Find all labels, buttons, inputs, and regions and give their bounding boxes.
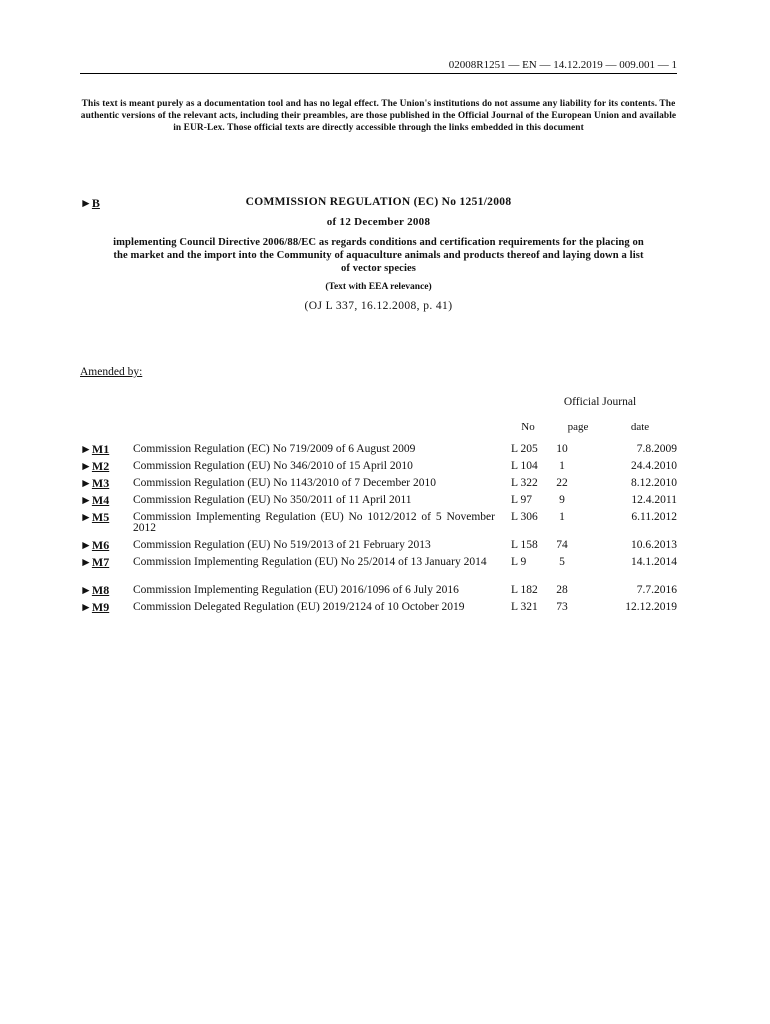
amendment-oj-number: L 97 — [511, 494, 532, 506]
arrow-right-icon: ► — [80, 476, 92, 490]
official-journal-reference: (OJ L 337, 16.12.2008, p. 41) — [304, 300, 453, 312]
base-act-link[interactable]: B — [91, 196, 100, 210]
amendment-link[interactable]: M8 — [91, 583, 110, 597]
amendment-oj-page: 74 — [556, 539, 568, 551]
arrow-right-icon: ► — [80, 196, 92, 210]
amendment-description: Commission Implementing Regulation (EU) No 1012/2012 of 5 November 2012 — [133, 511, 495, 534]
amendment-description: Commission Implementing Regulation (EU) No 25/2014 of 13 January 2014 — [133, 556, 487, 568]
amendment-oj-page: 73 — [556, 601, 568, 613]
amended-by-heading: Amended by: — [80, 366, 143, 378]
amendment-marker[interactable] — [80, 495, 109, 506]
amendment-oj-page: 5 — [559, 556, 565, 568]
amendment-oj-date: 10.6.2013 — [631, 539, 677, 551]
amendment-oj-number: L 182 — [511, 584, 538, 596]
amendment-marker[interactable] — [80, 461, 109, 472]
amendment-oj-date: 12.4.2011 — [631, 494, 677, 506]
arrow-right-icon: ► — [80, 510, 92, 524]
arrow-right-icon: ► — [80, 493, 92, 507]
amendment-marker[interactable] — [80, 478, 109, 489]
amendment-oj-number: L 9 — [511, 556, 527, 568]
amendment-oj-date: 7.8.2009 — [636, 443, 677, 455]
column-header-no: No — [521, 421, 535, 433]
amendment-oj-number: L 322 — [511, 477, 538, 489]
amendment-link[interactable]: M4 — [91, 493, 110, 507]
amendment-link[interactable]: M5 — [91, 510, 110, 524]
arrow-right-icon: ► — [80, 555, 92, 569]
arrow-right-icon: ► — [80, 583, 92, 597]
amendment-oj-date: 8.12.2010 — [631, 477, 677, 489]
amendment-link[interactable]: M3 — [91, 476, 110, 490]
amendment-oj-number: L 306 — [511, 511, 538, 523]
amendment-oj-date: 14.1.2014 — [631, 556, 677, 568]
amendment-link[interactable]: M7 — [91, 555, 110, 569]
amendment-oj-number: L 158 — [511, 539, 538, 551]
arrow-right-icon: ► — [80, 459, 92, 473]
amendment-description: Commission Delegated Regulation (EU) 2019/2124 of 10 October 2019 — [133, 601, 465, 613]
amendment-oj-page: 1 — [559, 460, 565, 472]
regulation-title: COMMISSION REGULATION (EC) No 1251/2008 — [245, 196, 512, 208]
regulation-date: of 12 December 2008 — [326, 216, 431, 228]
amendment-description: Commission Regulation (EU) No 519/2013 of 21 February 2013 — [133, 539, 431, 551]
amendment-marker[interactable] — [80, 557, 109, 568]
amendment-marker[interactable] — [80, 602, 109, 613]
official-journal-column-header: Official Journal — [563, 396, 637, 408]
arrow-right-icon: ► — [80, 538, 92, 552]
amendment-description: Commission Regulation (EU) No 346/2010 of 15 April 2010 — [133, 460, 413, 472]
arrow-right-icon: ► — [80, 442, 92, 456]
amendment-oj-number: L 104 — [511, 460, 538, 472]
amendment-link[interactable]: M2 — [91, 459, 110, 473]
amendment-marker[interactable] — [80, 585, 109, 596]
amendment-oj-page: 9 — [559, 494, 565, 506]
amendment-marker[interactable] — [80, 512, 109, 523]
regulation-subject: implementing Council Directive 2006/88/EC as regards conditions and certification requirements for the placing on the market and the import into the Community of aquaculture animals and products thereof and laying down a list of vector species — [113, 237, 644, 274]
amendment-link[interactable]: M9 — [91, 600, 110, 614]
amendment-description: Commission Regulation (EC) No 719/2009 of 6 August 2009 — [133, 443, 416, 455]
amendment-oj-number: L 321 — [511, 601, 538, 613]
column-header-date: date — [630, 421, 650, 433]
amendment-marker[interactable] — [80, 444, 109, 455]
amendment-oj-number: L 205 — [511, 443, 538, 455]
amendment-oj-page: 22 — [556, 477, 568, 489]
amendment-marker[interactable] — [80, 540, 109, 551]
amendment-oj-date: 24.4.2010 — [631, 460, 677, 472]
amendment-link[interactable]: M1 — [91, 442, 110, 456]
amendment-link[interactable]: M6 — [91, 538, 110, 552]
amendment-description: Commission Implementing Regulation (EU) 2016/1096 of 6 July 2016 — [133, 584, 459, 596]
amendment-oj-date: 12.12.2019 — [625, 601, 677, 613]
eea-relevance-note: (Text with EEA relevance) — [325, 282, 432, 292]
amendment-oj-page: 1 — [559, 511, 565, 523]
amendment-oj-page: 28 — [556, 584, 568, 596]
amendment-description: Commission Regulation (EU) No 350/2011 of 11 April 2011 — [133, 494, 412, 506]
amendment-oj-date: 7.7.2016 — [636, 584, 677, 596]
arrow-right-icon: ► — [80, 600, 92, 614]
disclaimer-text: This text is meant purely as a documentation tool and has no legal effect. The Union's institutions do not assume any liability for its contents. The authentic versions of the relevant acts, including their preambles, are those published in the Official Journal of the European Union and available in EUR-Lex. Those official texts are directly accessible through the links embedded in this document — [80, 99, 677, 133]
amendment-oj-date: 6.11.2012 — [631, 511, 677, 523]
document-reference-header: 02008R1251 — EN — 14.12.2019 — 009.001 — 1 — [80, 59, 677, 74]
column-header-page: page — [567, 421, 589, 433]
amendment-oj-page: 10 — [556, 443, 568, 455]
amendment-description: Commission Regulation (EU) No 1143/2010 of 7 December 2010 — [133, 477, 437, 489]
